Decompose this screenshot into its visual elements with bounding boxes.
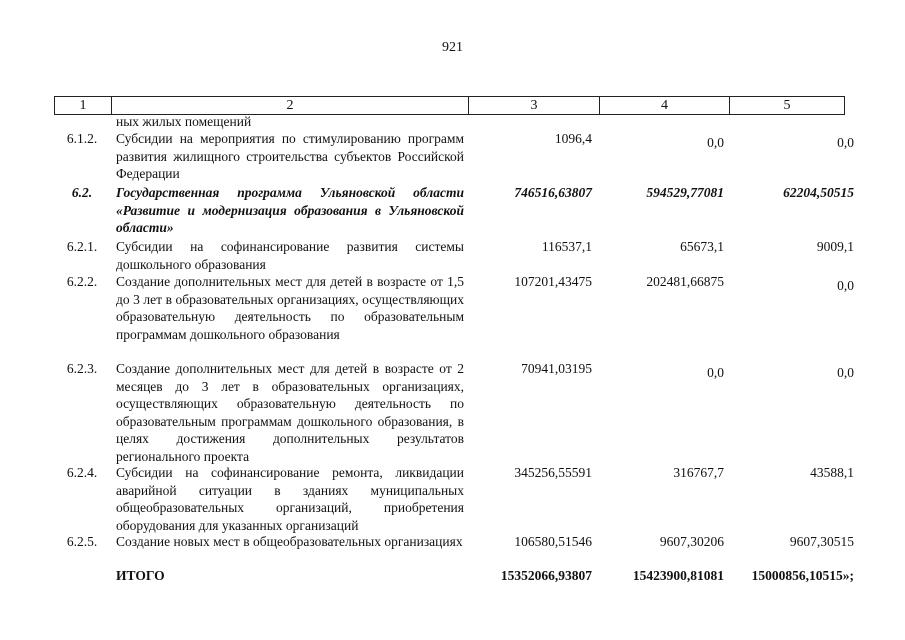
value-col-5: 9607,30515 — [789, 534, 854, 549]
value-col-3: 70941,03195 — [521, 361, 592, 376]
row-description: Субсидии на софинансирование ремонта, ликвидации аварийной ситуации в зданиях муниципальных общеобразовательных организаций, приобретения оборудования для указанных организаций — [116, 465, 464, 533]
row-description: Субсидии на мероприятия по стимулированию программ развития жилищного строительства субъектов Российской Федерации — [116, 131, 464, 181]
value-col-3: 107201,43475 — [514, 274, 592, 289]
row-number: 6.2.1. — [66, 239, 98, 254]
table-row-program — [54, 184, 854, 238]
row-description: Субсидии на софинансирование развития системы дошкольного образования — [116, 239, 464, 272]
table-row-total — [54, 567, 854, 587]
page-number: 921 — [442, 40, 463, 55]
column-header-5: 5 — [730, 97, 845, 115]
table-row — [54, 360, 854, 464]
row-number: 6.2.2. — [66, 274, 98, 289]
value-col-5: 62204,50515 — [783, 185, 854, 200]
column-header-2: 2 — [112, 97, 469, 115]
row-number: 6.2. — [71, 185, 93, 200]
table-row — [54, 464, 854, 533]
table-body — [54, 113, 854, 587]
value-col-4: 9607,30206 — [659, 534, 724, 549]
value-col-3: 746516,63807 — [514, 185, 592, 200]
table-row — [54, 238, 854, 273]
column-header-4: 4 — [600, 97, 730, 115]
value-col-5: 9009,1 — [816, 239, 854, 254]
row-number: 6.2.5. — [66, 534, 98, 549]
value-col-3: 106580,51546 — [514, 534, 592, 549]
value-col-4: 316767,7 — [673, 465, 724, 480]
row-description: Государственная программа Ульяновской области «Развитие и модернизация образования в Ульяновской области» — [116, 185, 464, 235]
value-col-3: 116537,1 — [541, 239, 592, 254]
table-row — [54, 130, 854, 184]
value-col-4: 202481,66875 — [646, 274, 724, 289]
row-number: 6.2.4. — [66, 465, 98, 480]
value-col-4: 594529,77081 — [646, 185, 724, 200]
row-description: Создание новых мест в общеобразовательных организациях — [116, 534, 463, 549]
total-col-4: 15423900,81081 — [632, 568, 724, 583]
value-col-5: 0,0 — [837, 278, 854, 293]
value-col-4: 0,0 — [707, 365, 724, 380]
value-col-5: 0,0 — [837, 365, 854, 380]
column-header-3: 3 — [469, 97, 600, 115]
value-col-3: 345256,55591 — [514, 465, 592, 480]
column-header-1: 1 — [55, 97, 112, 115]
value-col-4: 0,0 — [707, 135, 724, 150]
row-description: ных жилых помещений — [116, 114, 252, 129]
column-header-row — [55, 97, 845, 115]
table-row — [54, 273, 854, 360]
total-label: ИТОГО — [116, 568, 165, 583]
total-col-3: 15352066,93807 — [500, 568, 592, 583]
row-description: Создание дополнительных мест для детей в возрасте от 2 месяцев до 3 лет в образовательных организациях, осуществляющих образовательную деятельность по образовательным программам дошкольного образования, в целях достижения дополнительных результатов регионального проекта — [116, 361, 464, 464]
row-number: 6.2.3. — [66, 361, 98, 376]
table-row — [54, 113, 844, 130]
row-description: Создание дополнительных мест для детей в возрасте от 1,5 до 3 лет в образовательных организациях, осуществляющих образовательную деятельность по образовательным программам дошкольного образования — [116, 274, 464, 342]
value-col-5: 43588,1 — [810, 465, 854, 480]
table-row — [54, 533, 854, 567]
row-number: 6.1.2. — [66, 131, 98, 146]
total-col-5: 15000856,10515»; — [751, 568, 854, 583]
value-col-3: 1096,4 — [554, 131, 592, 146]
value-col-4: 65673,1 — [680, 239, 724, 254]
value-col-5: 0,0 — [837, 135, 854, 150]
